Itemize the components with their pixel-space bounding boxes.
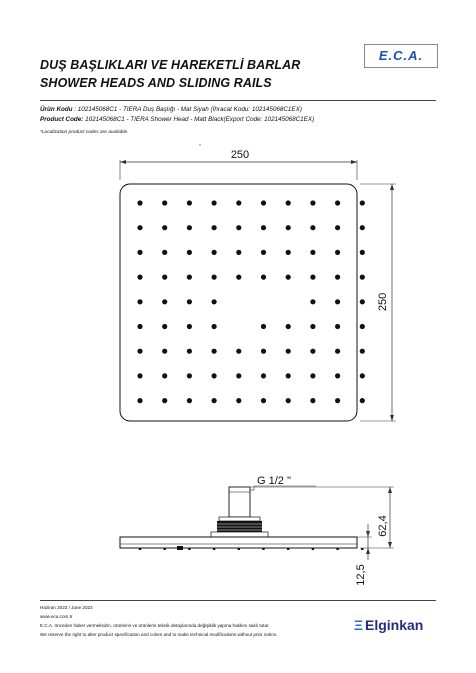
nozzle-dot: [261, 324, 266, 329]
nozzle-dot: [310, 275, 315, 280]
footer-website: www.eca.com.tr: [40, 614, 73, 619]
nozzle-dot: [212, 250, 217, 255]
nozzle-dot: [162, 349, 167, 354]
nozzle-dot: [236, 225, 241, 230]
nozzle-dot: [286, 275, 291, 280]
nozzle-dot: [360, 275, 365, 280]
total-arrow-bottom: [388, 542, 392, 548]
nozzle-tip: [213, 548, 215, 550]
nozzle-dot: [236, 398, 241, 403]
nozzle-dot: [187, 275, 192, 280]
thread-label: G 1/2 '': [257, 475, 292, 487]
nozzle-dot: [261, 200, 266, 205]
nozzle-dot: [137, 324, 142, 329]
nozzle-dot: [212, 225, 217, 230]
nozzle-dot: [310, 250, 315, 255]
thick-arrow-top: [366, 531, 370, 537]
footer-disclaimer-en: We reserve the right to alter product specification and colors and to make technical modifications without prior notice.: [40, 632, 278, 637]
elginkan-mark-icon: Ξ: [354, 617, 364, 633]
nozzle-dot: [212, 324, 217, 329]
nozzle-dot: [162, 250, 167, 255]
shower-head-side-view: [120, 537, 357, 548]
nozzle-dot: [310, 398, 315, 403]
nozzle-dot: [335, 225, 340, 230]
title-tr: DUŞ BAŞLIKLARI VE HAREKETLİ BARLAR: [40, 58, 301, 72]
nozzle-dot: [360, 398, 365, 403]
localization-note: *Localization product codes are available.: [40, 130, 129, 135]
nozzle-dot: [137, 275, 142, 280]
nozzle-dot: [212, 299, 217, 304]
ring-body: [217, 521, 262, 532]
nozzle-dot: [286, 225, 291, 230]
product-code-en-label: Product Code:: [40, 116, 84, 123]
eca-logo-text: E.C.A.: [378, 48, 424, 63]
thick-arrow-bottom: [366, 548, 370, 554]
nozzle-dot: [261, 349, 266, 354]
knurled-ring: [217, 521, 262, 532]
nozzle-dot: [187, 299, 192, 304]
nozzle-dot: [261, 275, 266, 280]
nozzle-dot: [187, 349, 192, 354]
elginkan-logo: [354, 617, 423, 633]
nozzle-dot: [187, 398, 192, 403]
nozzle-tip: [312, 548, 314, 550]
nozzle-dot: [335, 373, 340, 378]
nozzle-dot: [212, 349, 217, 354]
elginkan-text: Elginkan: [365, 617, 424, 633]
nozzle-tip: [262, 548, 264, 550]
nozzle-dot: [236, 250, 241, 255]
nozzle-dot: [335, 324, 340, 329]
nozzle-dot: [212, 200, 217, 205]
nozzle-dot: [187, 324, 192, 329]
width-label: 250: [230, 149, 250, 161]
footer-disclaimer-tr: E.C.A. önceden haber vermeksizin, ürünlerin ve ürünlerin teknik detaylarında değişiklik yapma hakkını saklı tutar.: [40, 623, 270, 628]
nozzle-dot: [261, 373, 266, 378]
nozzle-dot: [286, 324, 291, 329]
thickness-label: 12,5: [355, 564, 367, 586]
nozzle-dot: [360, 200, 365, 205]
title-en: SHOWER HEADS AND SLIDING RAILS: [40, 76, 272, 90]
height-arrow-bottom: [390, 415, 394, 421]
nozzle-dot: [137, 299, 142, 304]
nozzle-dot: [187, 200, 192, 205]
nozzle-dot: [310, 299, 315, 304]
nozzle-dot: [360, 299, 365, 304]
nozzle-dot: [162, 299, 167, 304]
footer-divider: [40, 600, 436, 601]
nozzle-dot: [261, 398, 266, 403]
width-arrow-left: [120, 160, 126, 164]
nozzle-dot: [360, 373, 365, 378]
nozzle-grid: [137, 200, 365, 403]
nozzle-dot: [335, 275, 340, 280]
nozzle-dot: [162, 200, 167, 205]
marker-dot: [199, 144, 200, 145]
nozzle-dot: [162, 373, 167, 378]
product-code-tr-value: : 102145068C1 - TIERA Duş Başlığı - Mat Siyah (İhracat Kodu: 102145068C1EX): [74, 106, 302, 113]
nozzle-tip: [238, 548, 240, 550]
nozzle-tip: [164, 548, 166, 550]
nozzle-dot: [236, 373, 241, 378]
nozzle-dot: [286, 398, 291, 403]
nozzle-dot: [162, 225, 167, 230]
nozzle-dot: [162, 398, 167, 403]
nozzle-dot: [212, 373, 217, 378]
nozzle-dot: [310, 324, 315, 329]
height-label: 250: [377, 292, 389, 312]
nozzle-dot: [310, 373, 315, 378]
nozzle-dot: [162, 275, 167, 280]
swivel-base: [211, 532, 268, 537]
nozzle-dot: [286, 250, 291, 255]
nozzle-dot: [360, 250, 365, 255]
nozzle-dot: [360, 225, 365, 230]
nozzle-dot: [310, 349, 315, 354]
nozzle-dot: [137, 373, 142, 378]
height-arrow-top: [390, 184, 394, 190]
nozzle-dot: [335, 349, 340, 354]
nozzle-dot: [360, 349, 365, 354]
nozzle-dot: [187, 225, 192, 230]
nozzle-dot: [162, 324, 167, 329]
nozzle-dot: [335, 398, 340, 403]
nozzle-dot: [335, 250, 340, 255]
product-code-tr-label: Ürün Kodu: [40, 106, 73, 113]
brand-plate: [177, 546, 183, 550]
nozzle-dot: [187, 373, 192, 378]
width-arrow-right: [351, 160, 357, 164]
nozzle-dot: [286, 349, 291, 354]
nozzle-dot: [187, 250, 192, 255]
nozzle-dot: [261, 225, 266, 230]
nozzle-tip: [139, 548, 141, 550]
nozzle-tip: [361, 548, 363, 550]
nozzle-dot: [212, 398, 217, 403]
nozzle-dot: [137, 349, 142, 354]
nozzle-dot: [335, 299, 340, 304]
nozzle-dot: [310, 225, 315, 230]
footer-date: Haziran 2023 / June 2023: [40, 605, 93, 610]
nozzle-dot: [236, 275, 241, 280]
nozzle-dot: [360, 324, 365, 329]
nozzle-dot: [236, 200, 241, 205]
nozzle-dot: [310, 200, 315, 205]
nozzle-dot: [137, 398, 142, 403]
nozzle-dot: [335, 200, 340, 205]
shower-head-top-view: [120, 184, 357, 421]
nozzle-tip: [188, 548, 190, 550]
nozzle-dot: [212, 275, 217, 280]
nut-top: [219, 517, 260, 521]
nozzle-dot: [137, 250, 142, 255]
nozzle-dot: [137, 200, 142, 205]
total-height-label: 62,4: [377, 515, 389, 537]
nozzle-tip: [287, 548, 289, 550]
pipe-connector: [229, 487, 250, 517]
total-arrow-top: [388, 487, 392, 493]
nozzle-dot: [261, 250, 266, 255]
nozzle-dot: [286, 373, 291, 378]
nozzle-tip: [336, 548, 338, 550]
nozzle-dot: [286, 200, 291, 205]
nozzle-dot: [236, 349, 241, 354]
nozzle-dot: [137, 225, 142, 230]
product-code-en-value: 102145068C1 - TIERA Shower Head - Matt Black(Export Code: 102145068C1EX): [85, 116, 315, 123]
